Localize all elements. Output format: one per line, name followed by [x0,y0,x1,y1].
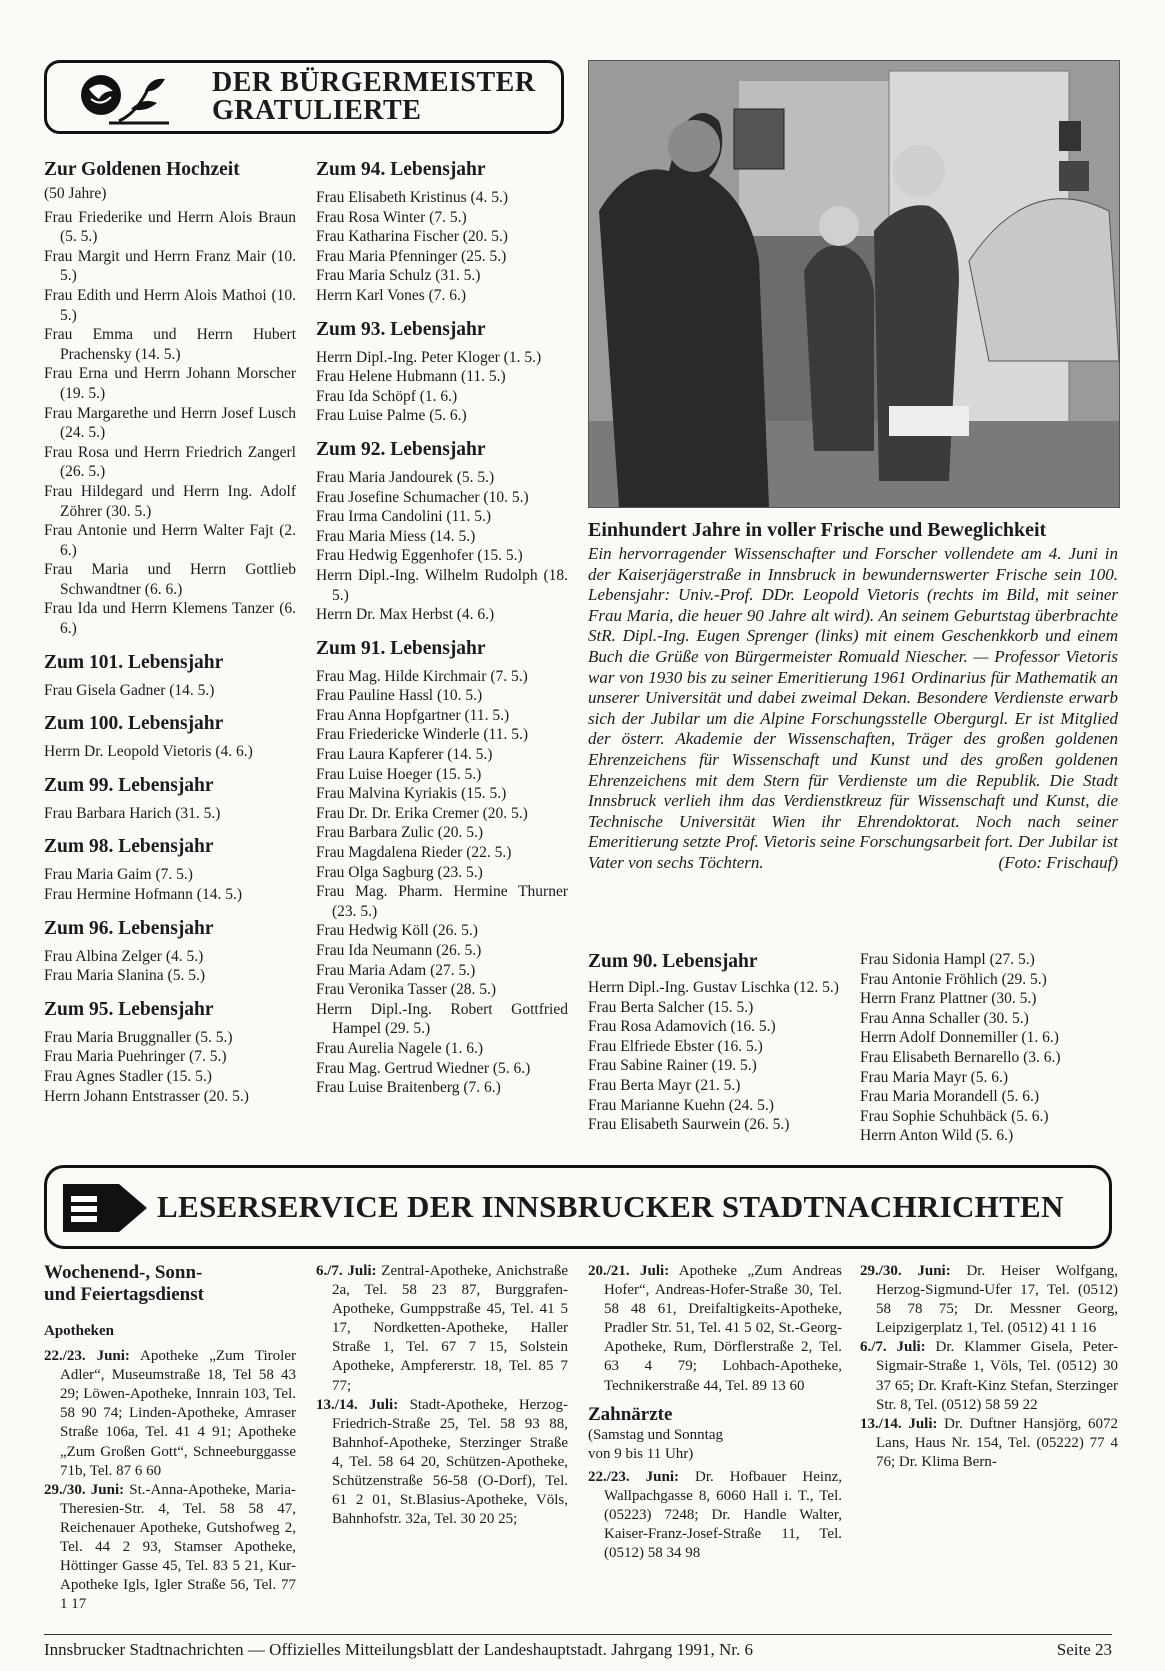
name-entry: Frau Maria Jandourek (5. 5.) [316,468,495,486]
page-footer [44,1640,1112,1660]
name-entry: Frau Ida Schöpf (1. 6.) [316,387,458,405]
arrow-logo-icon [57,1182,157,1234]
name-entry: Frau Hedwig Eggenhofer (15. 5.) [316,547,523,565]
entry-date: 13./14. Juli: [860,1415,938,1432]
name-entry: Frau Mag. Hilde Kirchmair (7. 5.) [316,667,528,685]
name-entry: Frau Maria Bruggnaller (5. 5.) [44,1028,233,1046]
zahnaerzte-sub-1: (Samstag und Sonntag [588,1426,723,1443]
name-entry: Frau Emma und Herrn Hubert Prachensky (14. 5.) [44,326,296,363]
entry-text: Dr. Klammer Gisela, Peter-Sigmair-Straße 1, Völs, Tel. (0512) 30 37 65; Dr. Kraft-Kinz Stefan, Sterzinger Str. 8, Tel. (0512) 58 59 22 [876,1339,1119,1413]
age-heading: Zum 93. Lebensjahr [316,318,486,340]
congrats-column-4 [860,950,1118,1146]
age-heading: Zum 96. Lebensjahr [44,917,214,939]
name-entry: Frau Hildegard und Herrn Ing. Adolf Zöhrer (30. 5.) [44,482,296,520]
name-entry: Frau Maria Pfenninger (25. 5.) [316,247,507,265]
name-entry: Frau Rosa Winter (7. 5.) [316,208,467,226]
name-entry: Herrn Franz Plattner (30. 5.) [860,990,1037,1008]
name-entry: Frau Pauline Hassl (10. 5.) [316,687,483,705]
section-title-line1: DER BÜRGERMEISTER [212,67,536,98]
entry-text: Apotheke „Zum Andreas Hofer“, Andreas-Hofer-Straße 30, Tel. 58 48 61, Dreifaltigkeits-Apotheke, Pradler Str. 51, Tel. 41 5 02, St.-Georg-Apotheke, Rum, Dörflerstraße 2, Tel. 63 4 79; Lohbach-Apotheke, Technikerstraße 44, Tel. 89 13 60 [604,1263,842,1394]
footer-rule [44,1634,1112,1635]
name-entry: Herrn Dipl.-Ing. Robert Gottfried Hampel (29. 5.) [316,1000,568,1038]
name-entry: Frau Luise Hoeger (15. 5.) [316,765,482,783]
name-entry: Frau Berta Mayr (21. 5.) [588,1076,741,1094]
age-heading: Zur Goldenen Hochzeit [44,159,240,180]
age-heading: Zum 95. Lebensjahr [44,998,214,1020]
name-entry: Frau Mag. Gertrud Wiedner (5. 6.) [316,1059,531,1077]
section-title [212,69,536,125]
congrats-column-2 [316,158,568,1098]
congrats-column-1 [44,158,296,1106]
name-entry: Frau Josefine Schumacher (10. 5.) [316,488,529,506]
entry-text: Apotheke „Zum Tiroler Adler“, Museumstraße 18, Tel 58 43 29; Löwen-Apotheke, Innrain 103, Tel. 58 90 74; Linden-Apotheke, Amraser Straße 106a, Tel. 41 4 91; Apotheke „Zum Großen Gott“, Schneeburggasse 71b, Tel. 87 6 60 [60,1348,297,1479]
name-entry: Frau Friederike und Herrn Alois Braun (5. 5.) [44,208,296,246]
age-heading: Zum 100. Lebensjahr [44,713,224,735]
zahnaerzte-sub-2: von 9 bis 11 Uhr) [588,1445,694,1462]
name-entry: Frau Agnes Stadler (15. 5.) [44,1068,212,1085]
name-entry: Herrn Dipl.-Ing. Peter Kloger (1. 5.) [316,348,542,366]
name-entry: Frau Friedericke Winderle (11. 5.) [316,726,528,744]
entry-date: 6./7. Juli: [860,1339,926,1356]
zahnaerzte-heading: Zahnärzte [588,1403,673,1425]
name-entry: Frau Anna Schaller (30. 5.) [860,1009,1029,1027]
photo-credit: (Foto: Frischauf) [998,852,1118,872]
name-entry: Frau Antonie Fröhlich (29. 5.) [860,970,1047,988]
section-title-line2: GRATULIERTE [212,95,422,126]
apotheken-heading: Apotheken [44,1323,115,1339]
photo-vietoris [588,60,1120,508]
age-heading: Zum 92. Lebensjahr [316,438,486,460]
name-entry: Frau Rosa und Herrn Friedrich Zangerl (26. 5.) [44,443,296,481]
name-entry: Herrn Anton Wild (5. 6.) [860,1127,1014,1145]
name-entry: Frau Rosa Adamovich (16. 5.) [588,1018,776,1036]
name-entry: Frau Dr. Dr. Erika Cremer (20. 5.) [316,804,528,822]
age-heading: Zum 90. Lebensjahr [588,951,758,972]
service-column-3 [588,1262,842,1563]
age-heading: Zum 99. Lebensjahr [44,774,214,796]
name-entry: Frau Malvina Kyriakis (15. 5.) [316,785,507,803]
name-entry: Herrn Adolf Donnemiller (1. 6.) [860,1029,1059,1047]
name-entry: Herrn Dr. Max Herbst (4. 6.) [316,606,495,624]
name-entry: Frau Laura Kapferer (14. 5.) [316,746,493,764]
pharmacy-entry-4 [316,1396,568,1530]
entry-text: St.-Anna-Apotheke, Maria-Theresien-Str. 4, Tel. 58 58 47, Reichenauer Apotheke, Gutshofweg 2, Tel. 44 2 93, Stamser Apotheke, Höttinger Gasse 45, Tel. 83 5 21, Kur-Apotheke Igls, Igler Straße 56, Tel. 77 1 17 [60,1481,296,1613]
photo-caption-text [588,544,1118,874]
name-entry: Frau Hedwig Köll (26. 5.) [316,922,478,940]
dentist-entry-1 [588,1468,842,1563]
name-entry: Herrn Dipl.-Ing. Wilhelm Rudolph (18. 5.) [316,566,568,604]
name-entry: Frau Maria Morandell (5. 6.) [860,1088,1040,1106]
entry-date: 22./23. Juni: [588,1468,680,1485]
name-entry: Frau Hermine Hofmann (14. 5.) [44,886,243,904]
pharmacy-entry-5 [588,1262,842,1396]
name-entry: Frau Berta Salcher (15. 5.) [588,998,754,1016]
name-entry: Frau Maria Adam (27. 5.) [316,961,476,979]
pharmacy-entry-3 [316,1262,568,1396]
name-entry: Frau Magdalena Rieder (22. 5.) [316,844,512,862]
entry-text: Stadt-Apotheke, Herzog-Friedrich-Straße 25, Tel. 58 93 88, Bahnhof-Apotheke, Sterzinger Straße 4, Tel. 58 64 20, Schützen-Apotheke, Schützenstraße 56-58 (O-Dorf), Tel. 61 2 01, St.Blasius-Apotheke, Völs, Bahnhofstr. 32a, Tel. 30 20 25; [332,1396,568,1528]
dentist-entry-4 [860,1415,1118,1472]
name-entry: Frau Erna und Herrn Johann Morscher (19. 5.) [44,365,296,402]
name-entry: Frau Aurelia Nagele (1. 6.) [316,1039,483,1057]
name-entry: Frau Maria und Herrn Gottlieb Schwandtner (6. 6.) [44,561,296,598]
name-entry: Frau Maria Mayr (5. 6.) [860,1068,1009,1086]
name-entry: Frau Gisela Gadner (14. 5.) [44,681,215,699]
name-entry: Frau Sophie Schuhbäck (5. 6.) [860,1107,1049,1125]
leserservice-title: LESERSERVICE DER INNSBRUCKER STADTNACHRICHTEN [157,1189,1064,1224]
name-entry: Herrn Dr. Leopold Vietoris (4. 6.) [44,743,253,761]
entry-date: 13./14. Juli: [316,1396,399,1413]
entry-date: 29./30. Juni: [860,1263,951,1279]
name-entry: Frau Irma Candolini (11. 5.) [316,508,492,526]
service-heading-1: Wochenend-, Sonn- [44,1262,203,1283]
entry-date: 6./7. Juli: [316,1263,377,1279]
name-entry: Frau Luise Palme (5. 6.) [316,407,467,425]
name-entry: Frau Sabine Rainer (19. 5.) [588,1057,757,1075]
rose-icon [61,69,201,127]
name-entry: Frau Margarethe und Herrn Josef Lusch (24. 5.) [44,404,296,442]
age-heading: Zum 101. Lebensjahr [44,651,224,673]
page-number: Seite 23 [1056,1640,1112,1659]
name-entry: Frau Marianne Kuehn (24. 5.) [588,1096,774,1114]
dentist-entry-2 [860,1262,1118,1338]
caption-body: Ein hervorragender Wissenschafter und Forscher vollendete am 4. Juni in der Kaiserjägerstraße in Innsbruck in bewundernswerter Frische sein 100. Lebensjahr: Univ.-Prof. DDr. Leopold Vietoris (rechts im Bild, mit seiner Frau Maria, die heuer 90 Jahre alt wird). An seinem Geburtstag überbrachte StR. Dipl.-Ing. Eugen Sprenger (links) mit einem Geschenkkorb und einem Buch die Grüße von Bürgermeister Romuald Niescher. — Professor Vietoris war von 1930 bis zu seiner Emeritierung 1961 Ordinarius für Mathematik an unserer Universität und dabei zweimal Dekan. Besondere Verdienste erwarb sich der Jubilar um die Alpine Forschungsstelle Obergurgl. Er ist Mitglied der österr. Akademie der Wissenschaften, Träger des großen goldenen Ehrenzeichens für Wissenschaft und Kunst und des großen goldenen Ehrenzeichens mit dem Stern für Verdienste um die Republik. Die Stadt Innsbruck verlieh ihm das Verdienstkreuz für Wissenschaft und Kunst, die Technische Universität Wien ihr Ehrendoktorat. Noch nach seiner Emeritierung setzte Prof. Vietoris seine Forschungsarbeit fort. Der Jubilar ist Vater von sechs Töchtern. [588,544,1118,872]
service-heading-2: und Feiertagsdienst [44,1284,204,1305]
name-entry: Frau Anna Hopfgartner (11. 5.) [316,706,510,724]
name-entry: Frau Antonie und Herrn Walter Fajt (2. 6.) [44,522,296,559]
age-heading: Zum 98. Lebensjahr [44,836,214,858]
name-entry: Frau Maria Puehringer (7. 5.) [44,1048,227,1066]
name-entry: Frau Edith und Herrn Alois Mathoi (10. 5.) [44,286,296,324]
name-entry: Frau Maria Gaim (7. 5.) [44,866,193,884]
entry-text: Dr. Heiser Wolfgang, Herzog-Sigmund-Ufer 17, Tel. (0512) 58 78 75; Dr. Messner Georg, Leipzigerplatz 1, Tel. (0512) 41 1 16 [876,1263,1119,1337]
age-heading: Zum 94. Lebensjahr [316,159,486,180]
name-entry: Frau Elfriede Ebster (16. 5.) [588,1037,763,1055]
name-entry: Frau Helene Hubmann (11. 5.) [316,368,506,386]
entry-date: 20./21. Juli: [588,1263,670,1279]
name-entry: Frau Albina Zelger (4. 5.) [44,947,204,965]
name-entry: Frau Veronika Tasser (28. 5.) [316,981,496,999]
service-column-4 [860,1262,1118,1472]
name-entry: Frau Elisabeth Kristinus (4. 5.) [316,189,509,206]
name-entry: Frau Maria Schulz (31. 5.) [316,267,481,285]
entry-date: 29./30. Juni: [44,1481,125,1498]
age-heading: Zum 91. Lebensjahr [316,637,486,659]
name-entry: Frau Maria Miess (14. 5.) [316,527,476,545]
name-entry: Frau Barbara Zulic (20. 5.) [316,824,483,842]
name-entry: Frau Katharina Fischer (20. 5.) [316,228,508,246]
congrats-column-3 [588,950,842,1135]
section-header-box [44,60,564,134]
service-column-2 [316,1262,568,1529]
name-entry: Frau Elisabeth Bernarello (3. 6.) [860,1048,1061,1066]
name-entry: Frau Olga Sagburg (23. 5.) [316,863,483,881]
name-entry: Frau Sidonia Hampl (27. 5.) [860,951,1035,968]
name-entry: Herrn Dipl.-Ing. Gustav Lischka (12. 5.) [588,979,839,996]
pharmacy-entry-1 [44,1347,296,1481]
leserservice-banner [44,1165,1112,1249]
name-entry: Frau Maria Slanina (5. 5.) [44,967,205,985]
dentist-entry-3 [860,1338,1118,1414]
photo-illustration [589,61,1119,507]
name-entry: Frau Ida und Herrn Klemens Tanzer (6. 6.) [44,600,296,638]
photo-caption-title: Einhundert Jahre in voller Frische und Beweglichkeit [588,519,1047,541]
entry-date: 22./23. Juni: [44,1348,130,1365]
entry-text: Dr. Hofbauer Heinz, Wallpachgasse 8, 6060 Hall i. T., Tel. (05223) 7248; Dr. Handle Walter, Kaiser-Franz-Josef-Straße 11, Tel. (0512) 58 34 98 [604,1468,842,1562]
service-column-1 [44,1262,296,1614]
pharmacy-entry-2 [44,1481,296,1615]
name-entry: Frau Elisabeth Saurwein (26. 5.) [588,1116,790,1134]
name-entry: Herrn Karl Vones (7. 6.) [316,286,467,304]
name-entry: Frau Luise Braitenberg (7. 6.) [316,1079,501,1097]
name-entry: Frau Mag. Pharm. Hermine Thurner (23. 5.) [316,883,568,920]
entry-text: Zentral-Apotheke, Anichstraße 2a, Tel. 58 23 87, Burggrafen-Apotheke, Gumppstraße 45, Tel. 41 5 17, Nordketten-Apotheke, Haller Straße 1, Tel. 67 7 15, Solstein Apotheke, Ampfererstr. 18, Tel. 85 7 77; [332,1263,569,1394]
name-entry: Frau Barbara Harich (31. 5.) [44,804,221,822]
entry-text: Dr. Duftner Hansjörg, 6072 Lans, Haus Nr. 154, Tel. (05222) 77 4 76; Dr. Klima Bern- [876,1415,1118,1470]
name-entry: Herrn Johann Entstrasser (20. 5.) [44,1087,249,1105]
name-entry: Frau Ida Neumann (26. 5.) [316,942,482,959]
name-entry: Frau Margit und Herrn Franz Mair (10. 5.) [44,247,296,285]
age-subheading: (50 Jahre) [44,185,107,202]
footer-publication: Innsbrucker Stadtnachrichten — Offizielles Mitteilungsblatt der Landeshauptstadt. Jahrgang 1991, Nr. 6 [44,1640,753,1659]
